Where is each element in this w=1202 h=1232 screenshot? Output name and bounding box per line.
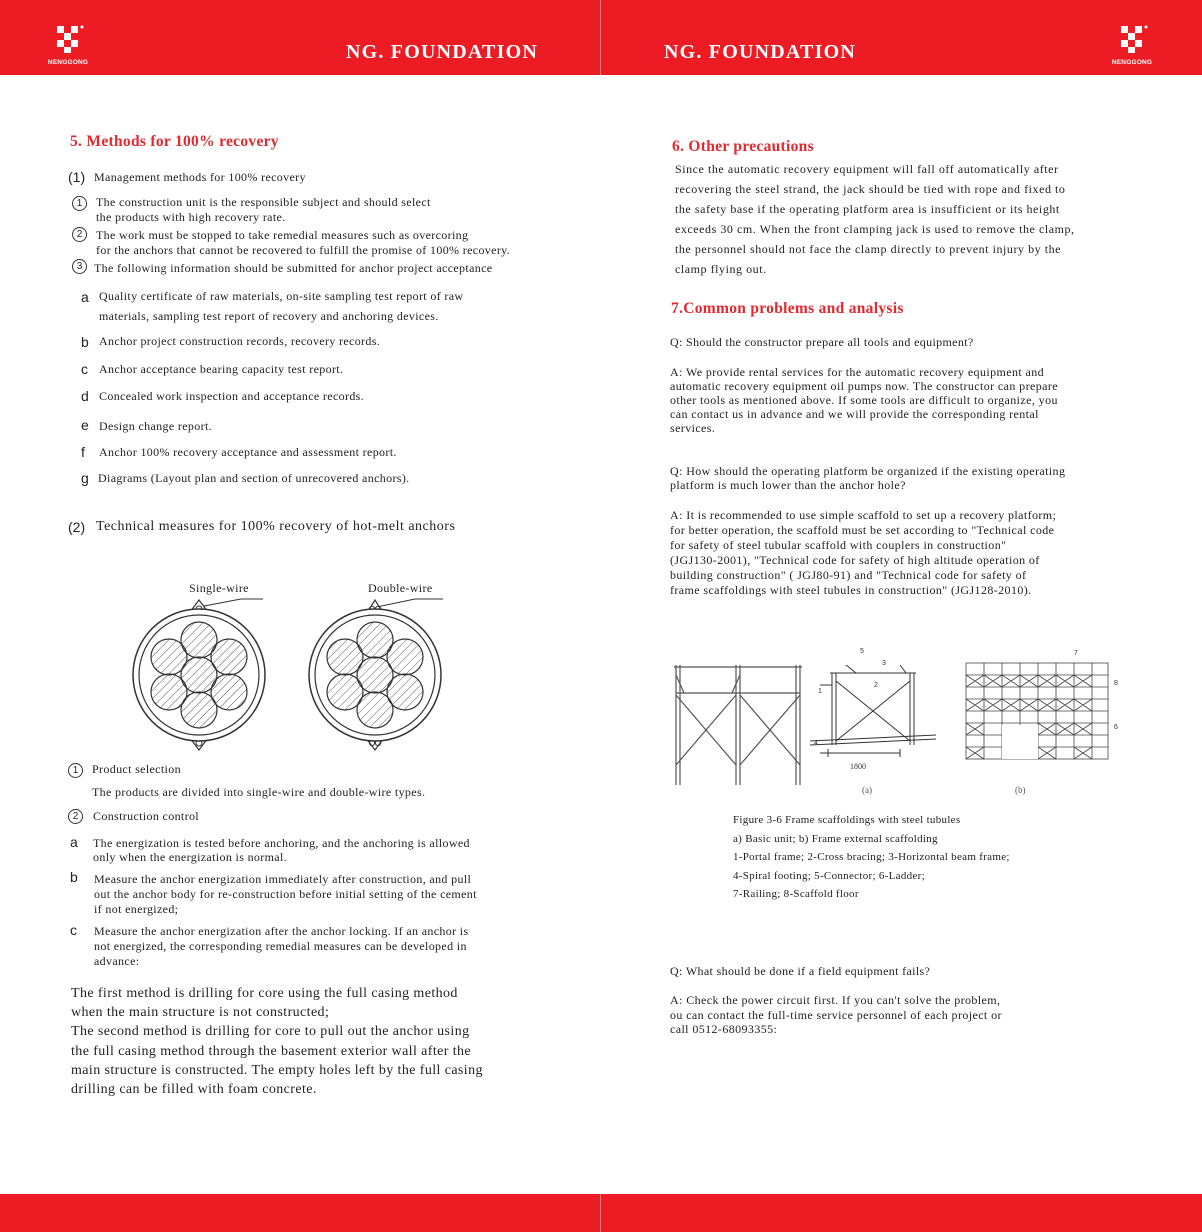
list-letter-c: c bbox=[81, 361, 88, 377]
scaffold-opening bbox=[1002, 725, 1038, 759]
nenggong-logo-left bbox=[40, 24, 96, 70]
label-single-wire: Single-wire bbox=[189, 581, 249, 595]
list-letter-e: e bbox=[81, 417, 89, 433]
list-item-a-line2: materials, sampling test report of recovery and anchoring devices. bbox=[99, 309, 439, 323]
section-7-title: 7.Common problems and analysis bbox=[671, 300, 904, 317]
scaffolding-figure bbox=[670, 645, 1130, 800]
item-number-2: 2 bbox=[72, 227, 87, 242]
a3-line: ou can contact the full-time service personnel of each project or bbox=[670, 1007, 1002, 1022]
single-wire-section bbox=[133, 599, 265, 750]
basic-unit-drawing bbox=[810, 665, 936, 757]
list-item-d: Concealed work inspection and acceptance records. bbox=[99, 389, 365, 403]
a2-line: (JGJ130-2001), "Technical code for safety of high altitude operation of bbox=[670, 553, 1040, 567]
caption-line: 7-Railing; 8-Scaffold floor bbox=[733, 888, 859, 900]
a2-line: frame scaffoldings with steel tubules in construction" (JGJ128-2010). bbox=[670, 583, 1032, 597]
section-5-title: 5. Methods for 100% recovery bbox=[70, 133, 279, 150]
a3-line: A: Check the power circuit first. If you can't solve the problem, bbox=[670, 993, 1001, 1007]
item-3-line1: The following information should be submitted for anchor project acceptance bbox=[94, 261, 493, 275]
caption-line: a) Basic unit; b) Frame external scaffolding bbox=[733, 832, 938, 845]
caption-line: 4-Spiral footing; 5-Connector; 6-Ladder; bbox=[733, 869, 925, 882]
final-line: The first method is drilling for core using the full casing method bbox=[71, 986, 458, 1001]
list-letter-g: g bbox=[81, 470, 89, 486]
a3-line: call 0512-68093355: bbox=[670, 1022, 778, 1036]
cc-number: 2 bbox=[68, 809, 83, 824]
a2-line: for better operation, the scaffold must be set according to "Technical code bbox=[670, 523, 1055, 537]
final-line: The second method is drilling for core to pull out the anchor using bbox=[71, 1024, 470, 1040]
header-band bbox=[0, 0, 1202, 75]
question-2 bbox=[670, 464, 1170, 492]
fig-num-2: 2 bbox=[874, 682, 878, 689]
answer-1 bbox=[670, 365, 1170, 435]
cc-letter-b: b bbox=[70, 869, 78, 885]
q2-line: Q: How should the operating platform be organized if the existing operating bbox=[670, 464, 1066, 478]
cc-c-line3: advance: bbox=[94, 954, 140, 968]
list-letter-b: b bbox=[81, 334, 89, 350]
final-paragraph bbox=[71, 984, 591, 1099]
sec6-line: exceeds 30 cm. When the front clamping jack is used to remove the clamp, bbox=[675, 222, 1075, 236]
sub1-number: (1) bbox=[68, 169, 86, 185]
a1-line: can contact us in advance and we will provide the corresponding rental bbox=[670, 407, 1039, 421]
a2-line: building construction" ( JGJ80-91) and "Technical code for safety of bbox=[670, 568, 1027, 582]
header-divider bbox=[600, 0, 601, 75]
sec6-line: the personnel should not face the clamp directly to prevent injury by the bbox=[675, 242, 1062, 256]
list-letter-a: a bbox=[81, 289, 89, 305]
cc-c-line2: not energized, the corresponding remedial measures can be developed in bbox=[94, 939, 467, 953]
logo-mark-icon bbox=[40, 24, 96, 58]
a2-line: A: It is recommended to use simple scaffold to set up a recovery platform; bbox=[670, 508, 1057, 522]
list-item-e: Design change report. bbox=[99, 419, 212, 433]
final-line: drilling can be filled with foam concrete. bbox=[71, 1082, 317, 1098]
list-item-a-line1: Quality certificate of raw materials, on-site sampling test report of raw bbox=[99, 289, 464, 303]
item-number-1: 1 bbox=[72, 196, 87, 211]
footer-divider bbox=[600, 1194, 601, 1232]
product-selection-title: Product selection bbox=[92, 762, 181, 776]
fig-num-6: 6 bbox=[1114, 724, 1118, 731]
nenggong-logo-right bbox=[1104, 24, 1160, 70]
a1-line: other tools as mentioned above. If some tools are difficult to organize, you bbox=[670, 393, 1058, 407]
cc-a-line1: The energization is tested before anchoring, and the anchoring is allowed bbox=[93, 836, 470, 850]
q2-line: platform is much lower than the anchor hole? bbox=[670, 478, 906, 492]
sec6-line: Since the automatic recovery equipment will fall off automatically after bbox=[675, 162, 1059, 176]
answer-2 bbox=[670, 508, 1170, 598]
question-3: Q: What should be done if a field equipment fails? bbox=[670, 964, 931, 978]
sec6-line: clamp flying out. bbox=[675, 262, 767, 276]
figure-caption bbox=[733, 811, 1010, 904]
fig-a-label: (a) bbox=[862, 785, 872, 795]
section-6-title: 6. Other precautions bbox=[672, 138, 814, 155]
a2-line: for safety of steel tubular scaffold with couplers in construction" bbox=[670, 538, 1007, 552]
question-1: Q: Should the constructor prepare all tools and equipment? bbox=[670, 335, 974, 349]
fig-num-1: 1 bbox=[818, 688, 822, 695]
item-1-line2: the products with high recovery rate. bbox=[96, 210, 286, 224]
logo-mark-icon bbox=[1104, 24, 1160, 58]
caption-line: Figure 3-6 Frame scaffoldings with steel tubules bbox=[733, 814, 961, 826]
sub1-heading: Management methods for 100% recovery bbox=[94, 170, 306, 184]
final-line: when the main structure is not constructed; bbox=[71, 1005, 330, 1021]
anchor-cross-section-figure bbox=[125, 590, 455, 760]
logo-text: NENGGONG bbox=[47, 59, 89, 66]
item-number-3: 3 bbox=[72, 259, 87, 274]
list-item-c: Anchor acceptance bearing capacity test report. bbox=[99, 362, 344, 376]
fig-num-8: 8 bbox=[1114, 680, 1118, 687]
fig-num-5: 5 bbox=[860, 648, 864, 655]
cc-a-line2: only when the energization is normal. bbox=[93, 850, 288, 864]
fig-b-label: (b) bbox=[1015, 785, 1026, 795]
double-wire-section bbox=[309, 599, 443, 750]
cc-b-line1: Measure the anchor energization immediately after construction, and pull bbox=[94, 872, 472, 886]
cc-letter-c: c bbox=[70, 922, 77, 938]
item-2-line1: The work must be stopped to take remedial measures such as overcoring bbox=[96, 228, 469, 242]
fig-num-7: 7 bbox=[1074, 650, 1078, 657]
answer-3 bbox=[670, 993, 1170, 1037]
logo-text: NENGGONG bbox=[1111, 59, 1153, 66]
section-6-paragraph bbox=[675, 159, 1175, 279]
list-item-g: Diagrams (Layout plan and section of unrecovered anchors). bbox=[98, 471, 410, 485]
brand-title-right: NG. FOUNDATION bbox=[664, 41, 856, 63]
product-selection-text: The products are divided into single-wire and double-wire types. bbox=[92, 785, 426, 799]
cc-letter-a: a bbox=[70, 834, 78, 850]
a1-line: A: We provide rental services for the automatic recovery equipment and bbox=[670, 365, 1045, 379]
cc-b-line2: out the anchor body for re-construction before initial setting of the cement bbox=[94, 887, 477, 901]
ps-number: 1 bbox=[68, 763, 83, 778]
portal-frame-drawing bbox=[674, 665, 802, 785]
a1-line: services. bbox=[670, 421, 716, 435]
list-letter-d: d bbox=[81, 388, 89, 404]
fig-num-3: 3 bbox=[882, 660, 886, 667]
list-item-f: Anchor 100% recovery acceptance and assessment report. bbox=[99, 445, 397, 459]
cc-c-line1: Measure the anchor energization after the anchor locking. If an anchor is bbox=[94, 924, 469, 938]
a1-line: automatic recovery equipment oil pumps now. The constructor can prepare bbox=[670, 379, 1058, 393]
sec6-line: the safety base if the operating platform area is insufficient or its height bbox=[675, 202, 1060, 216]
dim-1800: 1800 bbox=[850, 762, 866, 771]
construction-control-title: Construction control bbox=[93, 809, 199, 823]
sub2-heading: Technical measures for 100% recovery of hot-melt anchors bbox=[96, 519, 456, 534]
list-letter-f: f bbox=[81, 444, 85, 460]
caption-line: 1-Portal frame; 2-Cross bracing; 3-Horizontal beam frame; bbox=[733, 851, 1010, 863]
item-1-line1: The construction unit is the responsible subject and should select bbox=[96, 195, 431, 209]
item-2-line2: for the anchors that cannot be recovered to fulfill the promise of 100% recovery. bbox=[96, 243, 511, 257]
cc-b-line3: if not energized; bbox=[94, 902, 179, 916]
label-double-wire: Double-wire bbox=[368, 581, 433, 595]
fig-num-4: 4 bbox=[814, 740, 818, 747]
sec6-line: recovering the steel strand, the jack should be tied with rope and fixed to bbox=[675, 182, 1066, 196]
footer-band bbox=[0, 1194, 1202, 1232]
sub2-number: (2) bbox=[68, 519, 86, 535]
brand-title-left: NG. FOUNDATION bbox=[346, 41, 538, 63]
list-item-b: Anchor project construction records, recovery records. bbox=[99, 334, 381, 348]
final-line: the full casing method through the basement exterior wall after the bbox=[71, 1043, 472, 1059]
final-line: main structure is constructed. The empty holes left by the full casing bbox=[71, 1062, 483, 1078]
